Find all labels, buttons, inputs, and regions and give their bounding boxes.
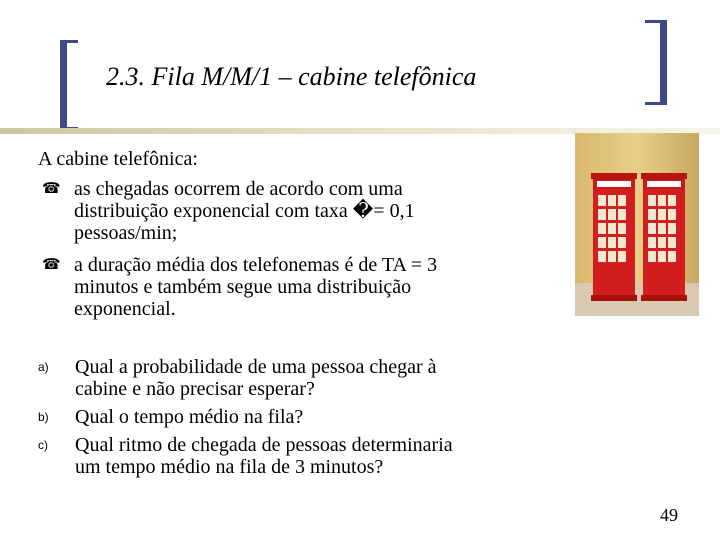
bullet-line: distribuição exponencial com taxa �= 0,1	[74, 200, 415, 222]
telephone-icon: ☎	[42, 257, 61, 273]
left-bracket-decoration	[60, 40, 78, 130]
question-line: Qual o tempo médio na fila?	[75, 406, 304, 428]
bullet-line: minutos e também segue uma distribuição	[74, 276, 412, 298]
question-text	[75, 356, 545, 400]
bullet-line: as chegadas ocorrem de acordo com uma	[74, 178, 403, 200]
telephone-booths-photo	[575, 133, 699, 316]
question-letter: b)	[38, 410, 49, 424]
phone-booth-right	[641, 173, 687, 301]
bullet-text	[74, 178, 544, 244]
question-line: Qual a probabilidade de uma pessoa chegar à	[75, 356, 437, 378]
question-line: Qual ritmo de chegada de pessoas determinaria	[75, 434, 453, 456]
intro-text: A cabine telefônica:	[38, 148, 198, 170]
telephone-icon: ☎	[42, 181, 61, 197]
right-bracket-decoration	[645, 20, 667, 105]
question-text	[75, 434, 545, 478]
question-line: cabine e não precisar esperar?	[75, 378, 315, 400]
slide-title: 2.3. Fila M/M/1 – cabine telefônica	[106, 62, 477, 91]
phone-booth-left	[591, 173, 637, 301]
question-line: um tempo médio na fila de 3 minutos?	[75, 456, 384, 478]
bullet-text	[74, 254, 544, 320]
bullet-line: pessoas/min;	[74, 222, 178, 244]
question-text	[75, 406, 545, 428]
question-letter: c)	[38, 438, 48, 452]
bullet-line: exponencial.	[74, 298, 176, 320]
page-number: 49	[660, 505, 678, 525]
bullet-line: a duração média dos telefonemas é de TA = 3	[74, 254, 438, 276]
question-letter: a)	[38, 360, 49, 374]
